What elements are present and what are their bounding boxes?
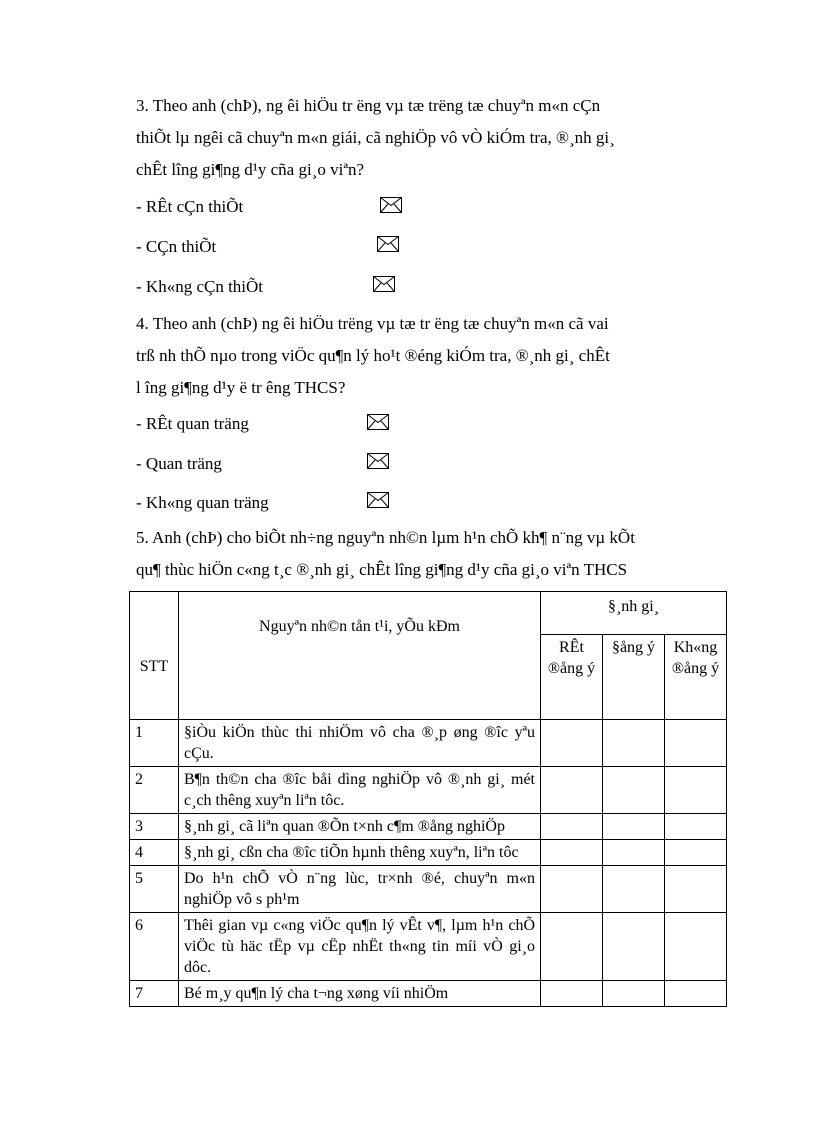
table-row (130, 913, 727, 981)
rating-cell[interactable] (541, 720, 603, 767)
question-3-line: thiÕt lµ ngêi cã chuyªn m«n giái, cã nghiÖp vô vÒ kiÓm tra, ®¸nh gi¸ (136, 128, 615, 147)
question-5 (136, 522, 720, 586)
rating-cell[interactable] (603, 981, 665, 1007)
question-3-line: 3. Theo anh (chÞ), ng êi hiÖu tr ëng vµ tæ trëng tæ chuyªn m«n cÇn (136, 96, 601, 115)
row-number: 5 (130, 866, 179, 913)
checkbox-icon[interactable] (373, 276, 395, 292)
option-label: - Kh«ng cÇn thiÕt (136, 277, 264, 296)
table-row (130, 866, 727, 913)
question-5-line: 5. Anh (chÞ) cho biÕt nh÷ng nguyªn nh©n lµm h¹n chÕ kh¶ n¨ng vµ kÕt (136, 528, 635, 547)
row-number: 2 (130, 767, 179, 814)
rating-cell[interactable] (603, 840, 665, 866)
rating-cell[interactable] (665, 720, 727, 767)
row-number: 3 (130, 814, 179, 840)
rating-cell[interactable] (541, 840, 603, 866)
rating-cell[interactable] (665, 981, 727, 1007)
question-4-line: 4. Theo anh (chÞ) ng êi hiÖu trëng vµ tæ tr ëng tæ chuyªn m«n cã vai (136, 314, 609, 333)
checkbox-icon[interactable] (367, 492, 389, 508)
header-agree: §ång ý (603, 635, 665, 720)
checkbox-icon[interactable] (377, 236, 399, 252)
question-4 (136, 308, 720, 404)
row-cause: §¸nh gi¸ cßn cha ®îc tiÕn hµnh thêng xuyªn, liªn tôc (179, 840, 541, 866)
row-number: 4 (130, 840, 179, 866)
rating-cell[interactable] (603, 814, 665, 840)
rating-cell[interactable] (541, 767, 603, 814)
table-row (130, 720, 727, 767)
header-stt: STT (130, 592, 179, 720)
option-label: - Kh«ng quan träng (136, 493, 269, 512)
table-header-row (130, 592, 727, 635)
rating-cell[interactable] (541, 814, 603, 840)
option-label: - CÇn thiÕt (136, 237, 217, 256)
table-row (130, 981, 727, 1007)
option-label: - Quan träng (136, 454, 222, 473)
row-cause: Bé m¸y qu¶n lý cha t¬ng xøng víi nhiÖm (179, 981, 541, 1007)
header-strongly-agree: RÊt ®ång ý (541, 635, 603, 720)
table-row (130, 814, 727, 840)
row-number: 1 (130, 720, 179, 767)
rating-cell[interactable] (665, 866, 727, 913)
question-5-line: qu¶ thùc hiÖn c«ng t¸c ®¸nh gi¸ chÊt lîng gi¶ng d¹y cña gi¸o viªn THCS (136, 560, 628, 579)
row-cause: §¸nh gi¸ cã liªn quan ®Õn t×nh c¶m ®ång nghiÖp (179, 814, 541, 840)
checkbox-icon[interactable] (367, 414, 389, 430)
rating-cell[interactable] (603, 720, 665, 767)
rating-cell[interactable] (603, 913, 665, 981)
row-cause: Thêi gian vµ c«ng viÖc qu¶n lý vÊt v¶, lµm h¹n chÕ viÖc tù häc tËp vµ cËp nhËt th«ng tin míi vÒ gi¸o dôc. (179, 913, 541, 981)
checkbox-icon[interactable] (367, 453, 389, 469)
header-evaluation: §¸nh gi¸ (541, 592, 727, 635)
question-4-line: trß nh thÕ nµo trong viÖc qu¶n lý ho¹t ®éng kiÓm tra, ®¸nh gi¸ chÊt (136, 346, 610, 365)
row-cause: §iÒu kiÖn thùc thi nhiÖm vô cha ®¸p øng ®îc yªu cÇu. (179, 720, 541, 767)
rating-cell[interactable] (665, 840, 727, 866)
rating-cell[interactable] (665, 767, 727, 814)
question-4-line: l îng gi¶ng d¹y ë tr êng THCS? (136, 378, 346, 397)
rating-cell[interactable] (603, 866, 665, 913)
row-number: 7 (130, 981, 179, 1007)
checkbox-icon[interactable] (380, 197, 402, 213)
row-number: 6 (130, 913, 179, 981)
question-3-line: chÊt lîng gi¶ng d¹y cña gi¸o viªn? (136, 160, 365, 179)
rating-cell[interactable] (541, 913, 603, 981)
survey-table (129, 591, 727, 1007)
table-row (130, 840, 727, 866)
rating-cell[interactable] (665, 913, 727, 981)
header-disagree: Kh«ng ®ång ý (665, 635, 727, 720)
question-3 (136, 90, 720, 186)
rating-cell[interactable] (541, 866, 603, 913)
table-row (130, 767, 727, 814)
option-label: - RÊt cÇn thiÕt (136, 197, 244, 216)
option-label: - RÊt quan träng (136, 414, 249, 433)
rating-cell[interactable] (665, 814, 727, 840)
row-cause: Do h¹n chÕ vÒ n¨ng lùc, tr×nh ®é, chuyªn m«n nghiÖp vô s ph¹m (179, 866, 541, 913)
header-cause: Nguyªn nh©n tån t¹i, yÕu kÐm (179, 592, 541, 720)
rating-cell[interactable] (541, 981, 603, 1007)
row-cause: B¶n th©n cha ®îc båi dìng nghiÖp vô ®¸nh gi¸ mét c¸ch thêng xuyªn liªn tôc. (179, 767, 541, 814)
rating-cell[interactable] (603, 767, 665, 814)
